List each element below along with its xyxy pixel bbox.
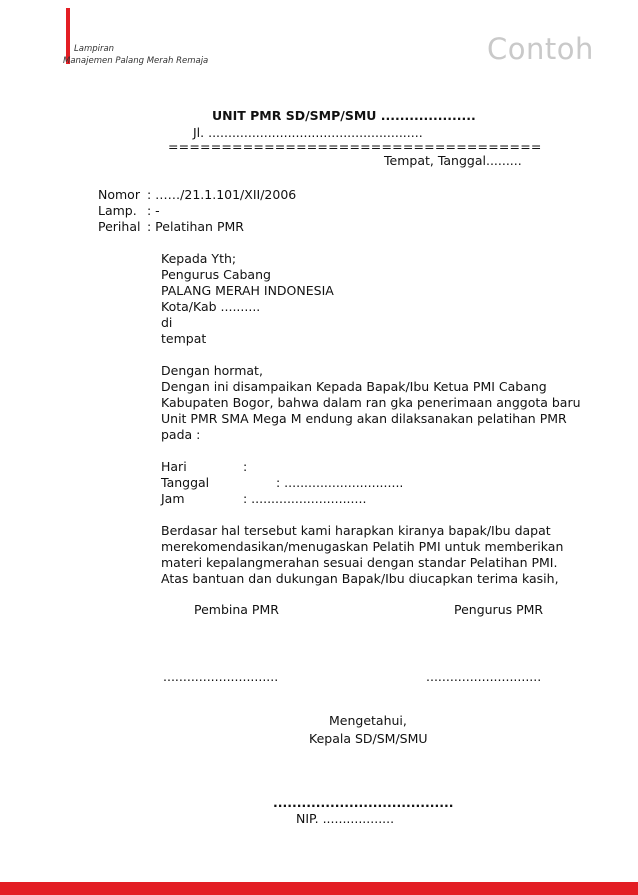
perihal-value: : Pelatihan PMR — [147, 219, 244, 234]
lamp-label: Lamp. — [98, 203, 137, 218]
hari-label: Hari — [161, 459, 187, 474]
left-signature-line: ............................. — [163, 669, 279, 684]
paragraph-1-line: Kabupaten Bogor, bahwa dalam ran gka penerimaan anggota baru — [161, 395, 581, 410]
recipient-line: PALANG MERAH INDONESIA — [161, 283, 334, 298]
nomor-value: : ……/21.1.101/XII/2006 — [147, 187, 297, 202]
tanggal-label: Tanggal — [161, 475, 210, 490]
header-subtitle: Manajemen Palang Merah Remaja — [63, 56, 209, 66]
nip-label: NIP. .................. — [296, 811, 395, 826]
acknowledge-label: Mengetahui, — [329, 713, 407, 728]
right-signature-line: ............................. — [426, 669, 542, 684]
recipient-line: tempat — [161, 331, 207, 346]
jam-label: Jam — [161, 491, 185, 506]
acknowledge-title: Kepala SD/SM/SMU — [309, 731, 428, 746]
paragraph-2-line: Berdasar hal tersebut kami harapkan kiranya bapak/Ibu dapat — [161, 523, 551, 538]
perihal-label: Perihal — [98, 219, 141, 234]
greeting: Dengan hormat, — [161, 363, 263, 378]
letterhead-unit: UNIT PMR SD/SMP/SMU .................... — [212, 108, 476, 123]
lamp-value: : - — [147, 203, 160, 218]
place-date: Tempat, Tanggal......... — [384, 153, 522, 168]
recipient-line: di — [161, 315, 173, 330]
hari-value: : — [243, 459, 248, 474]
paragraph-1-line: Dengan ini disampaikan Kepada Bapak/Ibu Ketua PMI Cabang — [161, 379, 547, 394]
paragraph-2-line: Atas bantuan dan dukungan Bapak/Ibu diucapkan terima kasih, — [161, 571, 559, 586]
right-signature-title: Pengurus PMR — [454, 602, 544, 617]
recipient-line: Pengurus Cabang — [161, 267, 271, 282]
paragraph-1-line: Unit PMR SMA Mega M endung akan dilaksanakan pelatihan PMR — [161, 411, 567, 426]
paragraph-2-line: materi kepalangmerahan sesuai dengan standar Pelatihan PMI. — [161, 555, 558, 570]
tanggal-value: : .............................. — [276, 475, 404, 490]
recipient-line: Kepada Yth; — [161, 251, 237, 266]
paragraph-2-line: merekomendasikan/menugaskan Pelatih PMI untuk memberikan — [161, 539, 564, 554]
head-signature-line: ...................................... — [273, 795, 454, 810]
paragraph-1-line: pada : — [161, 427, 201, 442]
jam-value: : ............................. — [243, 491, 367, 506]
nomor-label: Nomor — [98, 187, 140, 202]
letterhead-address: Jl. ...................................................... — [193, 125, 423, 140]
footer-bar — [0, 884, 638, 895]
watermark-text: Contoh — [487, 32, 594, 66]
recipient-line: Kota/Kab .......... — [161, 299, 261, 314]
left-signature-title: Pembina PMR — [194, 602, 279, 617]
letterhead-separator: =================================== — [168, 139, 542, 154]
header-label: Lampiran — [74, 44, 115, 54]
